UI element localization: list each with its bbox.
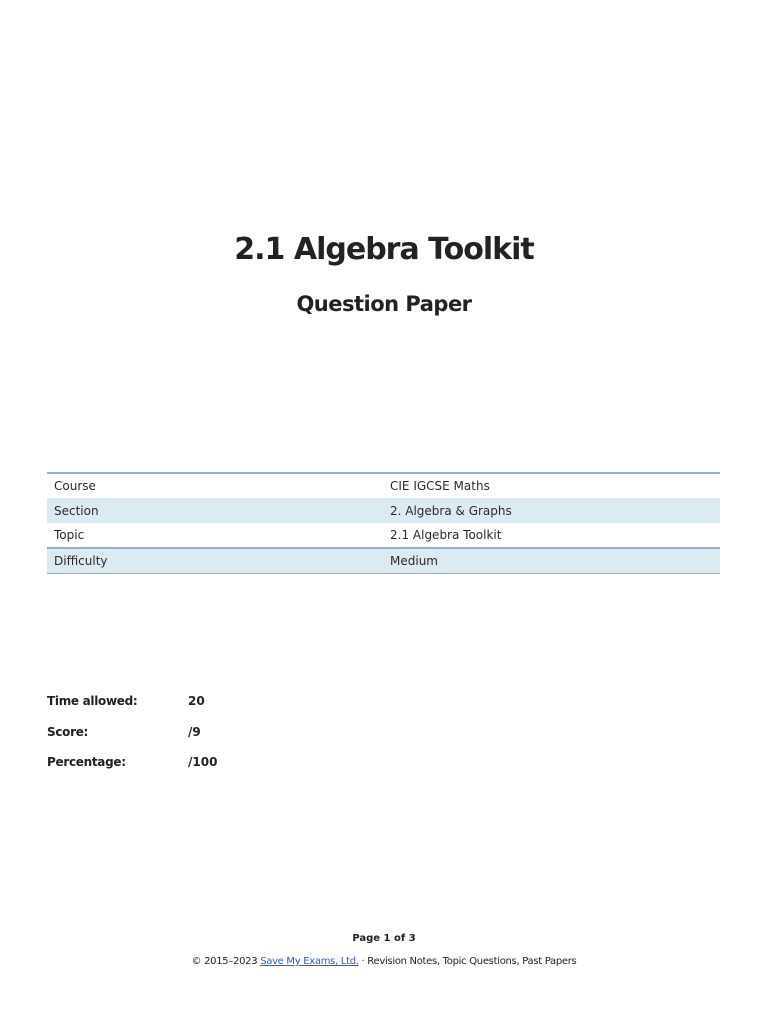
save-my-exams-link[interactable]: Save My Exams, Ltd. [260, 956, 359, 967]
page-number: Page 1 of 3 [352, 933, 416, 944]
row-value: Medium [383, 548, 720, 573]
table-row-section [47, 498, 720, 523]
time-allowed-label: Time allowed: [47, 694, 138, 708]
score-value: /9 [188, 725, 201, 739]
table-row-topic [47, 523, 720, 548]
time-allowed-value: 20 [188, 694, 205, 708]
copyright-line [0, 956, 768, 967]
table-row-course [47, 473, 720, 498]
course-info-table [47, 472, 720, 574]
table-row-difficulty [47, 548, 720, 573]
row-label: Section [54, 503, 99, 518]
row-label: Topic [54, 528, 85, 542]
percentage-value: /100 [188, 755, 218, 769]
percentage-label: Percentage: [47, 755, 126, 769]
copyright-prefix: © 2015–2023 [191, 956, 261, 967]
paper-title: 2.1 Algebra Toolkit [234, 232, 534, 267]
row-label: Difficulty [47, 548, 383, 573]
row-label: Course [47, 473, 383, 498]
score-label: Score: [47, 725, 89, 739]
row-value: 2.1 Algebra Toolkit [390, 528, 502, 542]
copyright-suffix: · Revision Notes, Topic Questions, Past Papers [358, 956, 577, 967]
paper-subtitle: Question Paper [296, 292, 472, 316]
row-value: 2. Algebra & Graphs [390, 503, 512, 518]
row-value: CIE IGCSE Maths [383, 473, 720, 498]
